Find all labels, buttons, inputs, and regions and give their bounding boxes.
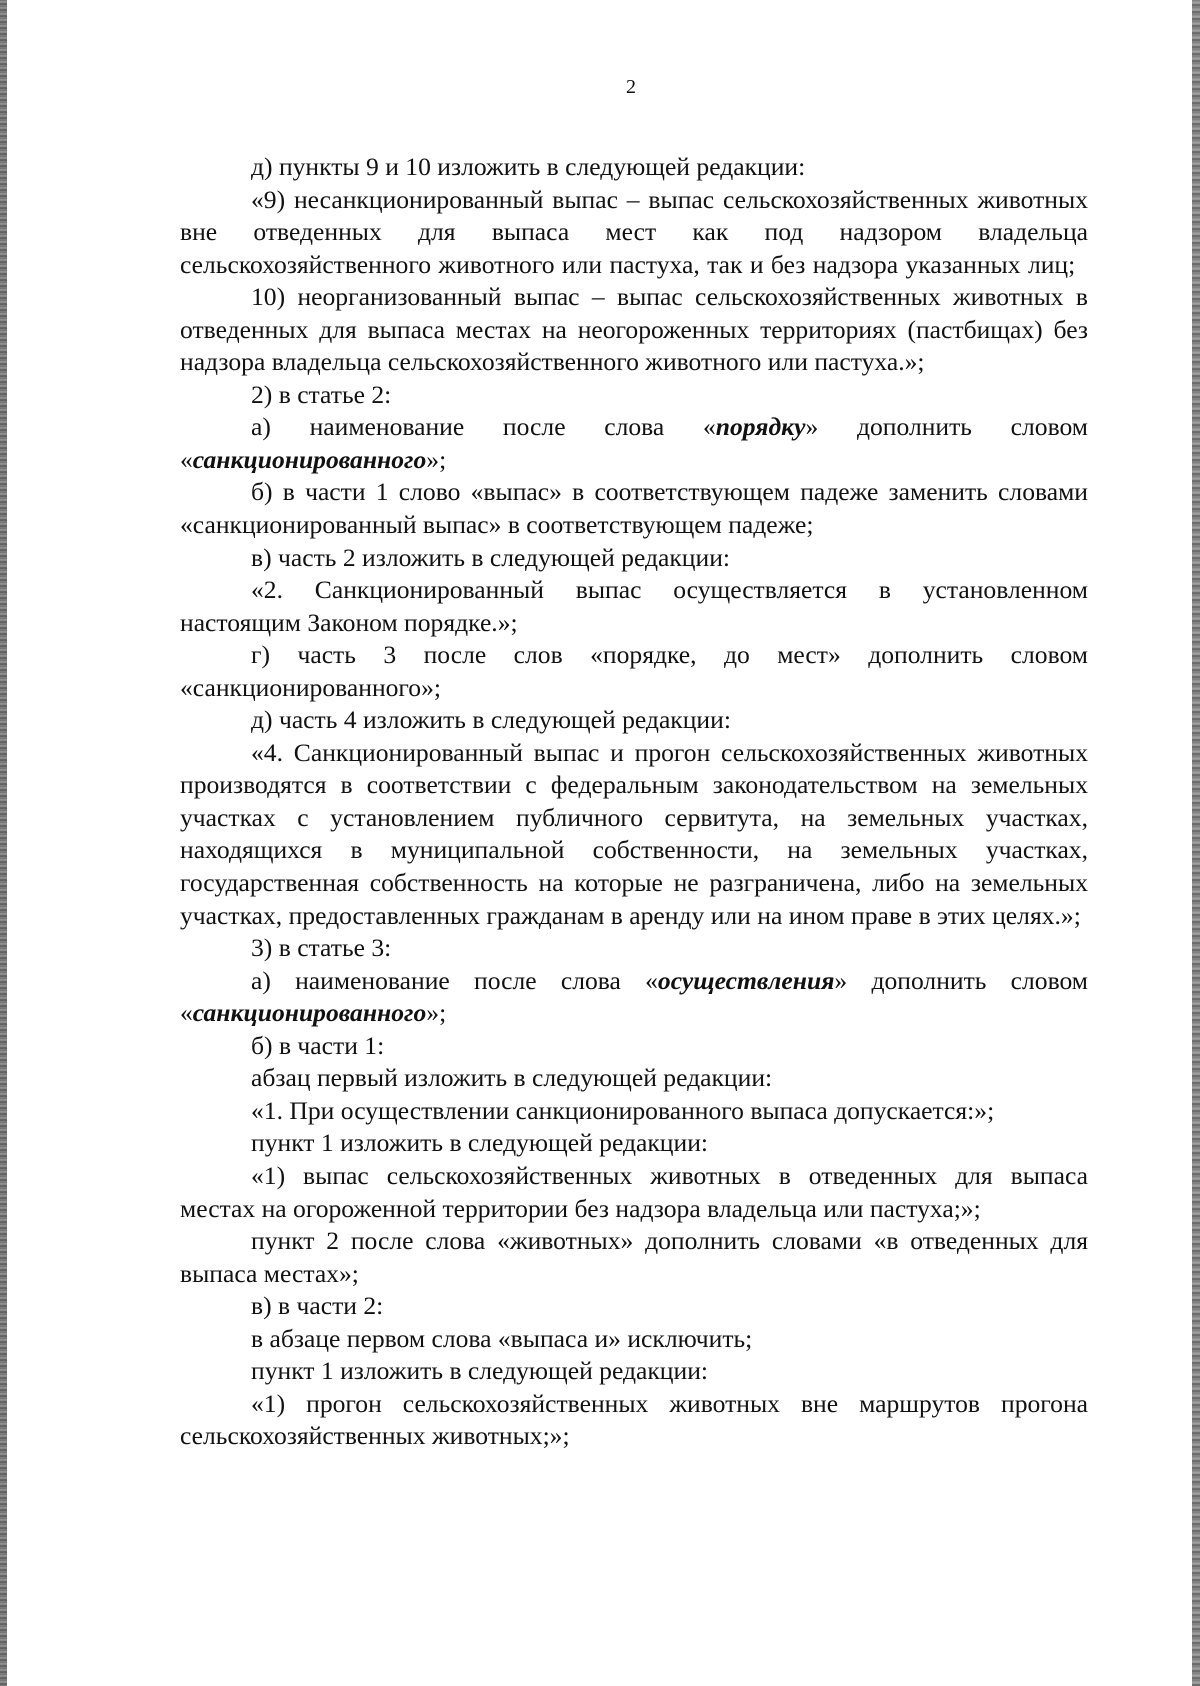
- paragraph: пункт 2 после слова «животных» дополнить словами «в отведенных для выпаса местах»;: [180, 1226, 1088, 1288]
- paragraph: 10) неорганизованный выпас – выпас сельскохозяйственных животных в отведенных для выпаса местах на неогороженных территориях (пастбищах) без надзора владельца сельскохозяйственного животного или пастуха.»;: [180, 282, 1088, 377]
- page-number: 2: [626, 76, 636, 98]
- paragraph: г) часть 3 после слов «порядке, до мест» дополнить словом «санкционированного»;: [180, 640, 1088, 702]
- paragraph: 3) в статье 3:: [251, 933, 392, 963]
- paragraph-text: а) наименование после слова «: [251, 965, 658, 995]
- paragraph: «1) прогон сельскохозяйственных животных вне маршрутов прогона сельскохозяйственных животных;»;: [180, 1388, 1088, 1451]
- paragraph-text: » дополнить словом «: [180, 412, 1089, 474]
- paragraph: [180, 965, 1088, 1030]
- paragraph-text: а) наименование после слова «: [251, 412, 716, 442]
- paragraph: в) в части 2:: [251, 1291, 384, 1321]
- paragraph-text: »;: [426, 998, 447, 1028]
- paragraph: «4. Санкционированный выпас и прогон сельскохозяйственных животных производятся в соответствии с федеральным законодательством на земельных участках с установлением публичного сервитута, на земельных участках, находящихся в муниципальной собственности, на земельных участках, государственная собственность на которые не разграничена, либо на земельных участках, предоставленных гражданам в аренду или на ином праве в этих целях.»;: [180, 737, 1088, 930]
- paragraph: пункт 1 изложить в следующей редакции:: [251, 1356, 709, 1386]
- paragraph: «1) выпас сельскохозяйственных животных в отведенных для выпаса местах на огороженной территории без надзора владельца или пастуха;»;: [180, 1160, 1088, 1223]
- paragraph: д) часть 4 изложить в следующей редакции:: [251, 705, 731, 735]
- paragraph: 2) в статье 2:: [251, 379, 392, 409]
- emphasized-term: порядку: [715, 412, 806, 442]
- paragraph: «9) несанкционированный выпас – выпас сельскохозяйственных животных вне отведенных для выпаса мест как под надзором владельца сельскохозяйственного животного или пастуха, так и без надзора указанных лиц;: [180, 184, 1088, 279]
- document-body: [180, 151, 1088, 1453]
- paragraph: «2. Санкционированный выпас осуществляется в установленном настоящим Законом порядке.»;: [180, 575, 1088, 637]
- paragraph: «1. При осуществлении санкционированного выпаса допускается:»;: [251, 1095, 995, 1125]
- paragraph-text: » дополнить словом «: [180, 965, 1089, 1028]
- paragraph: в) часть 2 изложить в следующей редакции:: [251, 542, 730, 572]
- paragraph: пункт 1 изложить в следующей редакции:: [251, 1128, 709, 1158]
- emphasized-term: санкционированного: [192, 998, 427, 1028]
- paragraph: б) в части 1 слово «выпас» в соответствующем падеже заменить словами «санкционированный выпас» в соответствующем падеже;: [180, 477, 1088, 540]
- emphasized-term: санкционированного: [192, 444, 427, 474]
- paragraph: д) пункты 9 и 10 изложить в следующей редакции:: [251, 152, 806, 181]
- paragraph: абзац первый изложить в следующей редакции:: [251, 1063, 773, 1093]
- paragraph: в абзаце первом слова «выпаса и» исключить;: [251, 1323, 753, 1353]
- paragraph-text: »;: [426, 444, 447, 474]
- scan-edge-right: [1192, 0, 1200, 1686]
- paragraph: б) в части 1:: [251, 1030, 385, 1060]
- scan-edge-left: [0, 0, 7, 1686]
- emphasized-term: осуществления: [657, 965, 835, 995]
- paragraph: [180, 411, 1088, 476]
